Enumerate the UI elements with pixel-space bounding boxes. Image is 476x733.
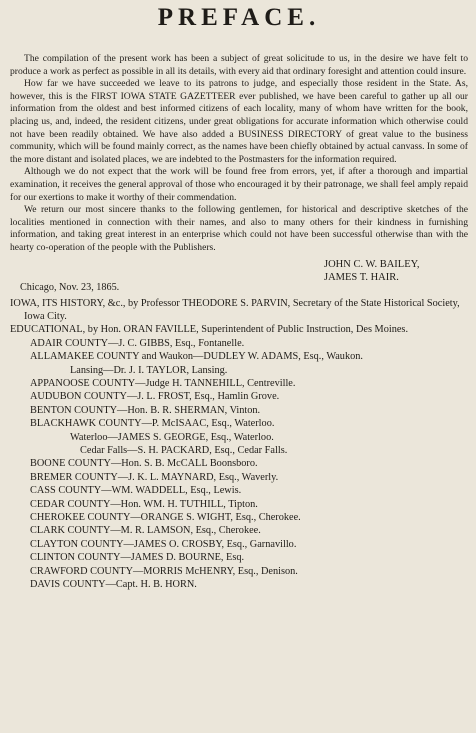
contributor-entry: BREMER COUNTY—J. K. L. MAYNARD, Esq., Waverly. [30,471,279,483]
contributor-list [10,297,468,592]
signature-hair: JAMES T. HAIR. [324,271,399,283]
paragraph: The compilation of the present work has been a subject of great solicitude to us, in the desire we have felt to produce a work as perfect as possible in all its details, with every aid that ordinary foresight and attention could insure. [10,53,468,77]
contributor-entry: ALLAMAKEE COUNTY and Waukon—DUDLEY W. ADAMS, Esq., Waukon. [30,351,363,363]
contributor-entry: DAVIS COUNTY—Capt. H. B. HORN. [30,579,197,591]
preface-body [10,53,468,255]
contributor-entry: CLARK COUNTY—M. R. LAMSON, Esq., Cherokee. [30,525,261,537]
contributor-entry: BENTON COUNTY—Hon. B. R. SHERMAN, Vinton. [30,404,261,416]
contributor-entry: AUDUBON COUNTY—J. L. FROST, Esq., Hamlin Grove. [30,391,280,403]
contributor-entry: ADAIR COUNTY—J. C. GIBBS, Esq., Fontanelle. [30,337,245,349]
contributor-entry: IOWA, ITS HISTORY, &c., by Professor THEODORE S. PARVIN, Secretary of the State Historical Society, Iowa City. [10,297,460,322]
paragraph: How far we have succeeded we leave to its patrons to judge, and especially those resident in the State. As, however, this is the FIRST IOWA STATE GAZETTEER ever published, we have been careful to gather up all our information from the oldest and best informed citizens of each locality, many of whom have written for the book, placing us, and, indeed, the resident citizens, under great obligations for accurate information which otherwise could not have been readily obtained. We have also added a BUSINESS DIRECTORY of great value to the business community, which will be found mainly correct, as the names have been chiefly obtained by actual canvass. In some of the more distant and isolated places, we are indebted to the Postmasters for the information required. [10,78,468,165]
contributor-entry: APPANOOSE COUNTY—Judge H. TANNEHILL, Centreville. [30,377,296,389]
contributor-entry: CLINTON COUNTY—JAMES D. BOURNE, Esq. [30,552,245,564]
contributor-entry: Cedar Falls—S. H. PACKARD, Esq., Cedar Falls. [80,444,288,456]
contributor-entry: CEDAR COUNTY—Hon. WM. H. TUTHILL, Tipton. [30,498,258,510]
signature-block [10,257,468,297]
contributor-entry: BOONE COUNTY—Hon. S. B. McCALL Boonsboro. [30,458,258,470]
page-title: PREFACE. [157,4,321,31]
contributor-entry: Lansing—Dr. J. I. TAYLOR, Lansing. [70,364,228,376]
contributor-entry: Waterloo—JAMES S. GEORGE, Esq., Waterloo. [70,431,274,443]
contributor-entry: EDUCATIONAL, by Hon. ORAN FAVILLE, Superintendent of Public Instruction, Des Moines. [10,324,409,336]
contributor-entry: CASS COUNTY—WM. WADDELL, Esq., Lewis. [30,485,242,497]
contributor-entry: CRAWFORD COUNTY—MORRIS McHENRY, Esq., Denison. [30,565,298,577]
paragraph: We return our most sincere thanks to the following gentlemen, for historical and descriptive sketches of the localities mentioned in connection with their names, and also to many others for their kindness in furnishing information, and taking great interest in an enterprise which could not have been successful otherwise than with the hearty co-operation of the people with the Publishers. [10,204,468,253]
dateline: Chicago, Nov. 23, 1865. [20,281,120,293]
contributor-entry: BLACKHAWK COUNTY—P. McISAAC, Esq., Waterloo. [30,418,275,430]
contributor-entry: CLAYTON COUNTY—JAMES O. CROSBY, Esq., Garnavillo. [30,538,297,550]
contributor-entry: CHEROKEE COUNTY—ORANGE S. WIGHT, Esq., Cherokee. [30,512,301,523]
signature-bailey: JOHN C. W. BAILEY, [324,258,420,270]
paragraph: Although we do not expect that the work will be found free from errors, yet, if after a thorough and impartial examination, it receives the general approval of those who encouraged it by their patronage, we shall feel amply repaid for our exertions to make it worthy of their commendation. [10,166,468,203]
